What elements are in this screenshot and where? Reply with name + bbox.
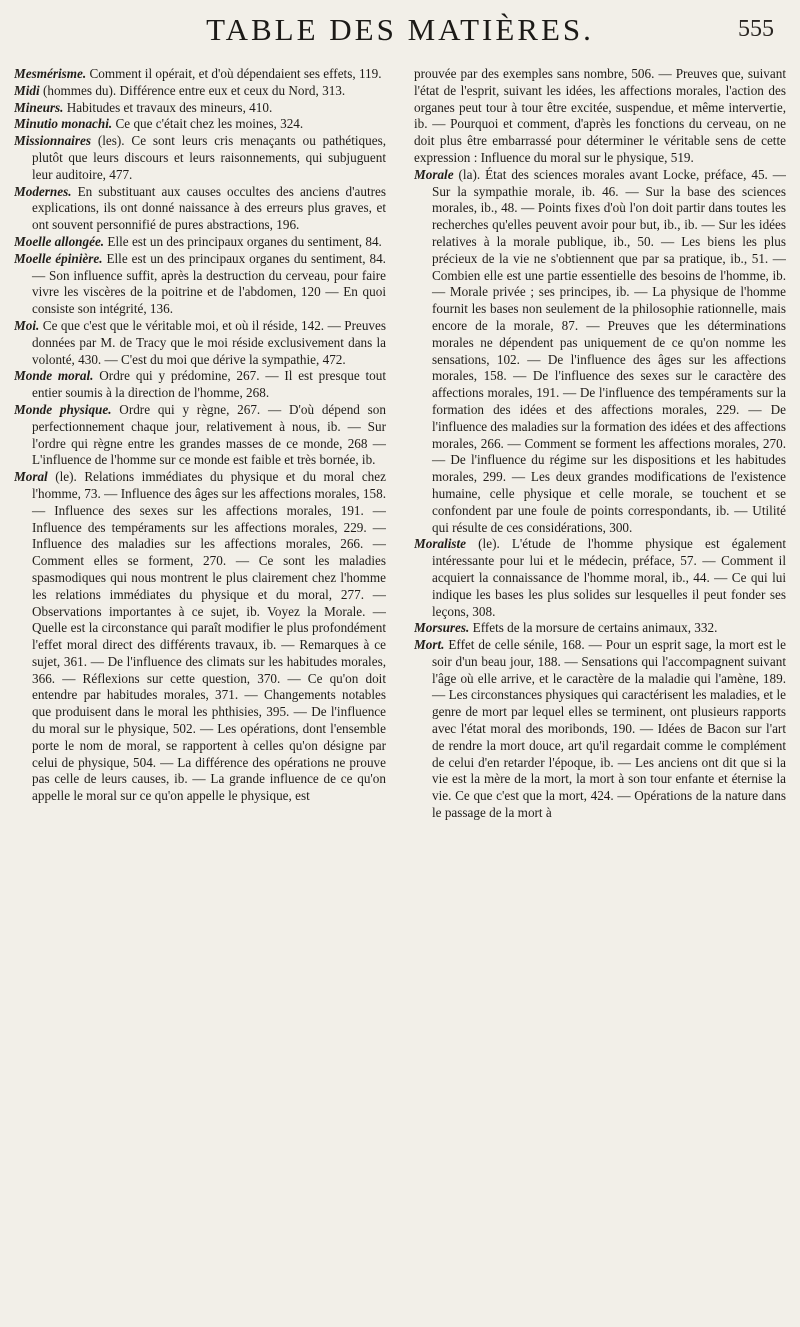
index-headword: Moral (14, 469, 48, 485)
index-headword: Monde physique. (14, 401, 112, 417)
index-headword: Moelle allongée. (14, 233, 105, 249)
index-headword: Missionnaires (14, 133, 91, 149)
index-headword: Moraliste (414, 536, 467, 552)
index-entry (14, 66, 386, 83)
index-entry (14, 234, 386, 251)
index-entry-text: (le). L'étude de l'homme physique est également intéressante pour lui et le médecin, préface, 57. — Comment il acquiert la connaissance de l'homme moral, ib., 44. — Ce qui lui indique les bases les plus solides sur lesquelles il peut fonder ses leçons, 308. (432, 536, 786, 619)
index-headword: Modernes. (14, 183, 72, 199)
index-entry (414, 536, 786, 620)
index-column-left (14, 66, 386, 1321)
index-column-right (414, 66, 786, 1321)
index-entry-text: En substituant aux causes occultes des anciens d'autres explications, ils ont donné naissance à des erreurs plus graves, et ont souvent personnifié de pures abstractions, 196. (32, 183, 386, 233)
index-entry (14, 100, 386, 117)
page-header (0, 12, 800, 56)
index-entry (414, 167, 786, 537)
index-entry (14, 318, 386, 368)
index-entry (14, 368, 386, 402)
index-headword: Mesmérisme. (14, 66, 87, 81)
index-entry (14, 133, 386, 183)
index-entry-text: Ordre qui y règne, 267. — D'où dépend son perfectionnement chaque jour, relativement à nous, ib. — Sur l'ordre qui règne entre les grandes masses de ce monde, 268 — L'influence de l'homme sur ce monde est faible et très bornée, ib. (32, 401, 386, 468)
index-headword: Monde moral. (14, 368, 94, 384)
index-headword: Minutio monachi. (14, 116, 113, 132)
index-entry (14, 402, 386, 469)
index-entry (14, 251, 386, 318)
index-entry-text: (hommes du). Différence entre eux et ceux du Nord, 313. (39, 82, 346, 98)
index-entry-text: Ordre qui y prédomine, 267. — Il est presque tout entier soumis à la direction de l'homme, 268. (32, 368, 386, 401)
index-entry (14, 116, 386, 133)
index-headword: Moi. (14, 317, 40, 333)
index-headword: Morsures. (414, 620, 470, 636)
index-entry-text: (le). Relations immédiates du physique et du moral chez l'homme, 73. — Influence des âges sur les affections morales, 158. — Influence des sexes sur les affections morales, 191. — Influence des tempéraments sur les affections morales, 229. — Influence des maladies sur les affections morales, 266. — Comment elles se forment, 270. — Ce sont les maladies spasmodiques qui nous montrent le plus clairement chez l'homme les relations immédiates du physique et du moral, 277. — Observations importantes à ce sujet, ib. Voyez la Morale. — Quelle est la circonstance qui paraît modifier le plus profondément l'effet moral direct des différents travaux, ib. — Remarques à ce sujet, 361. — De l'influence des climats sur les habitudes morales, 366. — Réflexions sur cette question, 370. — Ce qu'on doit entendre par habitudes morales, 371. — Changements notables que produisent dans le moral les phthisies, 395. — De l'influence du moral sur le physique, 502. — Les opérations, dont l'ensemble porte le nom de moral, se rapportent à celles qu'on désigne par celui de physique, 504. — La différence des opérations ne prouve pas celle de leurs causes, ib. — La grande influence de ce qu'on appelle le moral sur ce qu'on appelle le physique, est (32, 469, 386, 804)
index-entry-text: prouvée par des exemples sans nombre, 506. — Preuves que, suivant l'état de l'esprit, suivant les idées, les affections morales, l'action des organes peut tour à tour être excitée, suspendue, et même intervertie, ib. — Pourquoi et comment, d'après les fonctions du cerveau, on ne doit plus être embarrassé pour déterminer le véritable sens de cette expression : Influence du moral sur le physique, 519. (414, 66, 786, 165)
index-entry (14, 184, 386, 234)
index-headword: Morale (414, 166, 454, 182)
index-entry-text: Ce que c'est que le véritable moi, et où il réside, 142. — Preuves données par M. de Tracy que le moi réside exclusivement dans la volonté, 430. — C'est du moi que dérive la sympathie, 472. (32, 317, 386, 367)
index-entry-text: Habitudes et travaux des mineurs, 410. (63, 99, 273, 115)
index-columns (14, 66, 786, 1321)
page-number: 555 (738, 16, 774, 42)
index-entry (414, 637, 786, 822)
index-entry-text: Effet de celle sénile, 168. — Pour un esprit sage, la mort est le soir d'un beau jour, 188. — Sensations qui l'accompagnent suivant l'âge où elle arrive, et le caractère de la maladie qui l'amène, 189. — Les circonstances physiques qui caractérisent les maladies, et le genre de mort par lequel elles se terminent, ont plusieurs rapports avec l'état moral des moribonds, 190. — Idées de Bacon sur l'art de rendre la mort douce, art qu'il regardait comme le complément de celui d'en retarder l'époque, ib. — Les anciens ont dit que si la vie est la mère de la mort, la mort à son tour enfante et éternise la vie. Ce que c'est que la mort, 424. — Opérations de la nature dans le passage de la mort à (432, 637, 786, 821)
index-entry-text: Comment il opérait, et d'où dépendaient ses effets, 119. (86, 66, 382, 81)
index-entry (414, 620, 786, 637)
index-entry-text: Effets de la morsure de certains animaux, 332. (469, 620, 718, 636)
running-title: TABLE DES MATIÈRES. (206, 12, 594, 47)
index-headword: Midi (14, 82, 40, 98)
index-entry-text: Elle est un des principaux organes du sentiment, 84. — Son influence suffit, après la destruction du cerveau, pour faire vivre les viscères de la poitrine et de l'abdomen, 120 — En quoi consiste son intégrité, 136. (32, 250, 386, 317)
index-entry (14, 469, 386, 805)
index-entry-text: (les). Ce sont leurs cris menaçants ou pathétiques, plutôt que leurs discours et leurs raisonnements, qui subjuguent leur auditoire, 477. (32, 133, 386, 182)
index-entry-text: (la). État des sciences morales avant Locke, préface, 45. — Sur la sympathie morale, ib. 46. — Sur la base des sciences morales, ib., 48. — Points fixes d'où l'on doit partir dans toutes les recherches qu'elles peuvent avoir pour but, ib., ib. — Sur les idées relatives à la morale publique, ib., 50. — Les biens les plus précieux de la vie ne s'obtiennent que par sa pratique, ib., 51. — Combien elle est une partie essentielle des besoins de l'homme, ib. — Morale privée ; ses principes, ib. — La physique de l'homme fournit les bases non seulement de la philosophie rationnelle, mais encore de la morale, 87. — Preuves que les déterminations morales ne dépendent pas uniquement de ce qu'on nomme les sensations, 102. — De l'influence des âges sur les affections morales, 158. — De l'influence des sexes sur le caractère des affections morales, 191. — De l'influence des tempéraments sur la formation des idées et des affections morales, 229. — De l'influence des maladies sur la formation des idées et des affections morales, 266. — Comment se forment les affections morales, 270. — De l'influence du régime sur les dispositions et les habitudes morales, 299. — Les deux grandes modifications de l'existence humaine, celle physique et celle morale, se touchent et se confondent par une foule de points correspondants, ib. — Utilité qui résulte de ces considérations, 300. (432, 166, 786, 535)
index-entry (414, 66, 786, 167)
index-headword: Mineurs. (14, 99, 64, 115)
index-entry-text: Ce que c'était chez les moines, 324. (112, 116, 304, 132)
index-entry-text: Elle est un des principaux organes du sentiment, 84. (104, 233, 382, 249)
index-headword: Moelle épinière. (14, 250, 103, 266)
index-headword: Mort. (414, 637, 445, 653)
index-entry (14, 83, 386, 100)
